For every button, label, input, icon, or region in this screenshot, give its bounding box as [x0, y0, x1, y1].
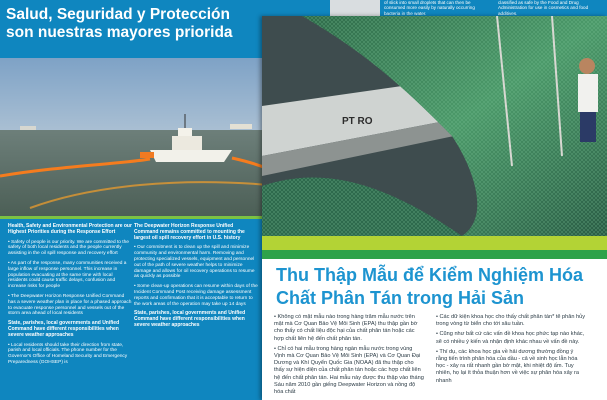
- column-right: [134, 224, 258, 333]
- top-strip-text: [380, 0, 607, 16]
- paragraph: • Các dữ kiện khoa học cho thấy chất phân tán* tẽ phân hủy trong vòng từ biển cho tới sâu tuần.: [436, 314, 586, 328]
- green-divider: [0, 216, 280, 219]
- paragraph: • Local residents should take their direction from state, parish and local officials. The phone number for the Governor's Office of Homeland Security and Emergency Preparedness (GOHSEP) is: [8, 342, 128, 365]
- section-heading: The Deepwater Horizon Response Unified Command remains committed to mounting the largest oil spill recovery effort in U.S. history: [134, 223, 245, 241]
- vietnamese-page-title: Thu Thập Mẫu để Kiểm Nghiệm Hóa Chất Phân Tán trong Hải Sản: [276, 265, 584, 308]
- paragraph: • The Deepwater Horizon Response Unified Command has a severe weather plan in place for a phased approach to evacuate response personnel and vessels out of the storm area ahead of local residents: [8, 293, 132, 317]
- strip-text-left: of slick into small droplets that can then be consumed more easily by naturally occurring bacteria in the water.: [384, 0, 475, 16]
- vessel-photo-image: [0, 58, 280, 216]
- paragraph: • Safety of people is our priority. We are committed to the safety of both local residents and the people currently assisting in the oil spill response and recovery effort: [8, 239, 129, 257]
- vietnamese-brochure-page: [262, 16, 607, 400]
- paragraph: • Không có mặt mẫu nào trong hàng trăm mẫu nước trên mặt mà Cơ Quan Bảo Vệ Môi Sinh (EPA) thu thập gần bờ cho thấy có chất liệu độc hại của chất phân tán hoặc các hợp chất liên hệ đến chất phân tán.: [274, 314, 418, 342]
- fishing-boat-image: [262, 16, 607, 236]
- fishing-boat-photo: [262, 16, 607, 236]
- green-band: [262, 250, 607, 259]
- section-heading: Health, Safety and Environmental Protection are our Highest Priorities during the Response Effort: [8, 223, 132, 235]
- column-left: [8, 224, 132, 370]
- paragraph: • Our commitment is to clean up the spill and minimize community and environmental harm. Removing and protecting specialized vessels, equipment and personnel out of the path of severe weather helps to minimize damage and allows for oil recovery operations to resume as quickly as possible: [134, 245, 255, 280]
- oil-response-vessel-photo: [0, 58, 280, 216]
- svg-text:PT RO: PT RO: [342, 116, 373, 127]
- paragraph: • Chỉ có hai mẫu trong hàng ngàn mẫu nước trong vùng Vịnh mà Cơ Quan Bảo Vệ Môi Sinh (EPA) và Cơ Quan Đại Dương và Khí Quyển Quốc Gia (NOAA) đã thu thập cho thấy sự hiện diện của chất phân tán hoặc các hợp chất liên hệ đến chất phân tán. Hai mẫu này được thu thập vào tháng Sáu năm 2010 gần giếng Deepwater Horizon và nồng độ hóa chất: [274, 345, 424, 396]
- paragraph: • Cũng như bất cứ các vấn đề khoa học phức tạp nào khác, sẽ có nhiều ý kiến và nhận định khác nhau về vấn đề này.: [436, 331, 585, 345]
- section-heading: State, parishes, local governments and Unified Command have different responsibilities when severe weather approaches: [134, 310, 246, 328]
- paragraph: • Some clean-up operations can resume within days of the Incident Command Post receiving damage assessment reports and confirmation that it is acceptable to return to the work areas of the operation may take up 14 days: [134, 284, 258, 307]
- column-right: [436, 314, 586, 388]
- lime-band: [262, 236, 607, 250]
- paragraph: • As part of the response, many communities received a large inflow of response personnel. This increase in population evacuating at the same time with local residents could cause traffic delays, confusion and increase risks for people: [8, 260, 127, 290]
- column-left: [274, 314, 424, 399]
- spanish-page-title: Salud, Seguridad y Protección son nuestras mayores priorida: [6, 6, 233, 41]
- section-heading: State, parishes, local governments and Unified Command have different responsibilities when severe weather approaches: [8, 320, 120, 338]
- strip-text-right: classified as safe by the Food and Drug Administration for use in cosmetics and food additives.: [498, 0, 589, 16]
- paragraph: • Thí dụ, các khoa học gia về hải dương thường đồng ý rằng tiến trình phân hóa của dầu - cả về sinh học lẫn hóa học - xảy ra rất nhanh gần bờ mặt, khi nhiệt độ ấm. Tuy nhiên, họ lại ít thỏa thuận hơn về việc sự phân hóa xảy ra nhanh: [436, 348, 579, 384]
